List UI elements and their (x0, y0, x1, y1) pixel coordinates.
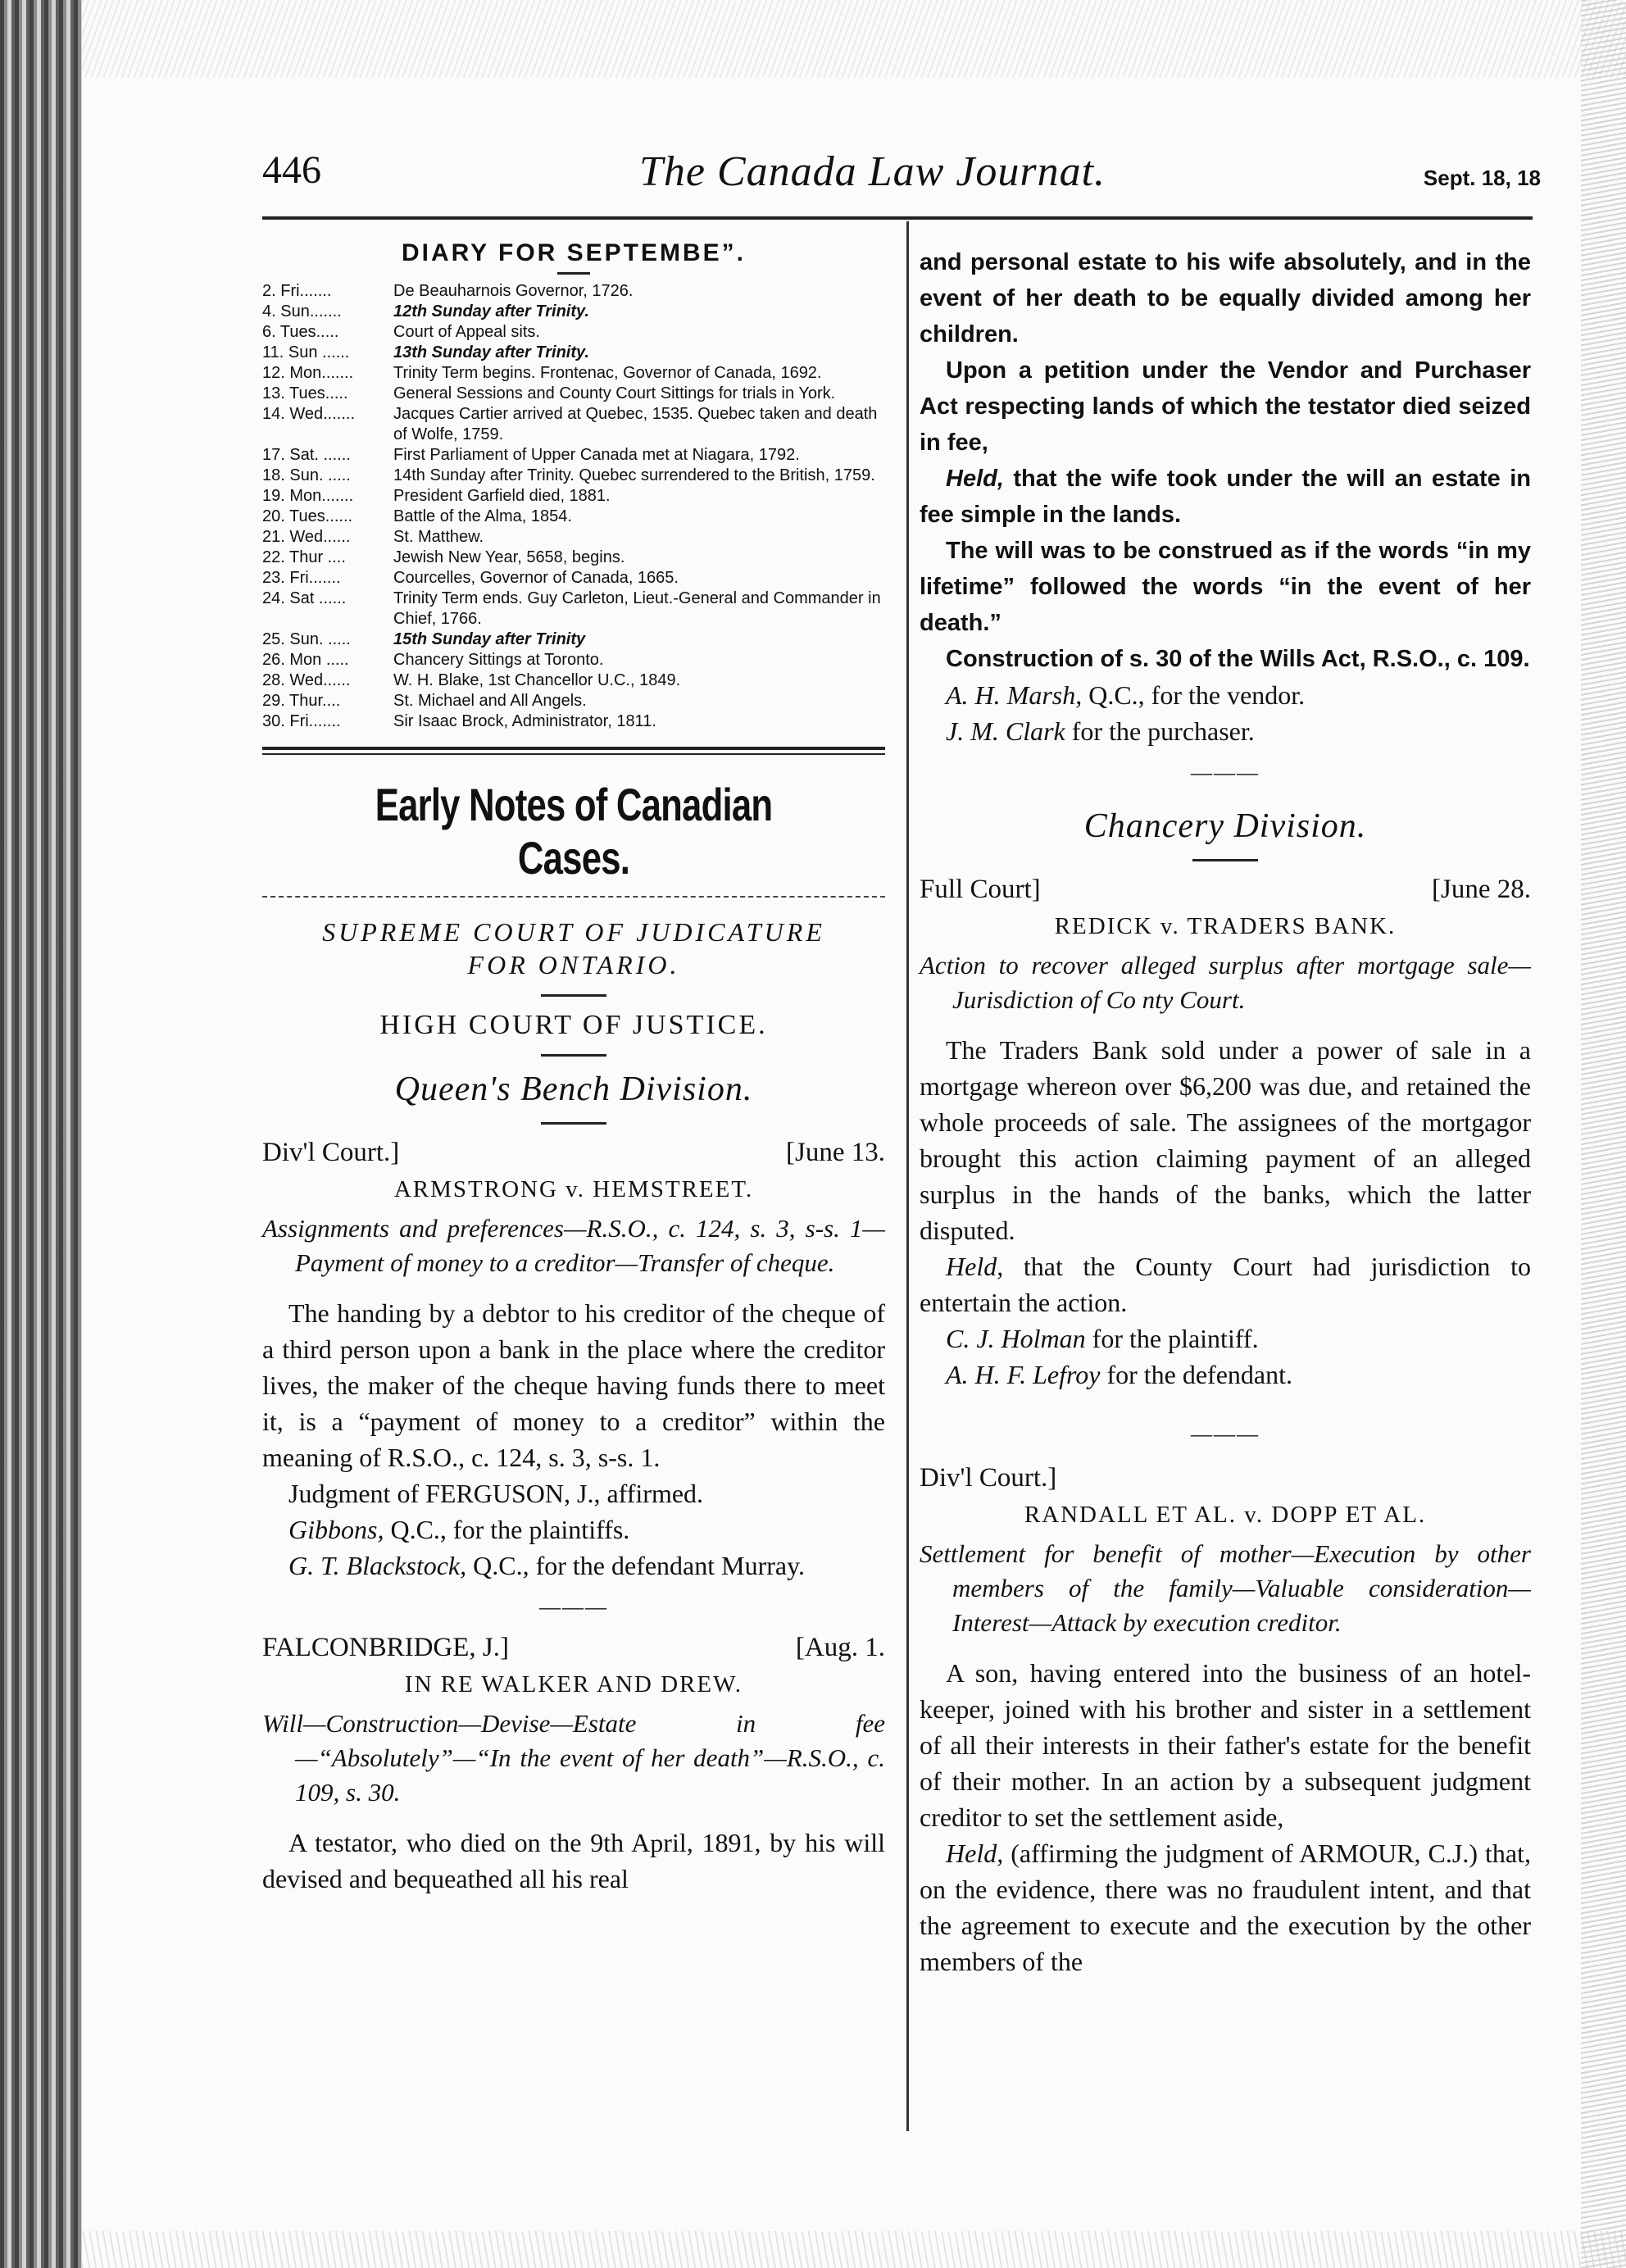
diary-entry (262, 507, 885, 527)
diary-date: 13. Tues..... (262, 384, 348, 402)
diary-event: De Beauharnois Governor, 1726. (393, 282, 634, 300)
diary-bottom-rule (262, 747, 885, 750)
court-rule (541, 994, 606, 997)
diary-event: Court of Appeal sits. (393, 323, 540, 341)
case-name: IN RE WALKER AND DREW. (404, 1671, 743, 1698)
court-name-line2: FOR ONTARIO. (467, 950, 680, 979)
case-name: ARMSTRONG v. HEMSTREET. (393, 1176, 754, 1202)
diary-event: 13th Sunday after Trinity. (393, 343, 589, 361)
diary-event: Jacques Cartier arrived at Quebec, 1535. Quebec taken and death of Wolfe, 1759. (393, 405, 878, 443)
diary-entry (262, 466, 885, 486)
diary-entry (262, 711, 885, 732)
case-name: REDICK v. TRADERS BANK. (1054, 913, 1397, 939)
issue-date: Sept. 18, 18 (1423, 166, 1541, 190)
case-header (920, 1463, 1531, 1493)
case-court: Div'l Court.] (920, 1463, 1057, 1493)
left-column (262, 231, 885, 1897)
held-paragraph (920, 1835, 1531, 1979)
high-court-heading: HIGH COURT OF JUSTICE. (379, 1010, 768, 1040)
case-separator: ——— (1191, 761, 1260, 784)
diary-date: 21. Wed...... (262, 528, 351, 546)
construction-cite: Construction of s. 30 of the Wills Act, R.S.O., c. 109. (946, 646, 1530, 672)
diary-event: St. Matthew. (393, 528, 484, 546)
diary-date: 6. Tues..... (262, 323, 339, 341)
diary-entry (262, 281, 885, 302)
diary-date: 26. Mon ..... (262, 651, 349, 669)
diary-entry (262, 322, 885, 343)
diary-event: 12th Sunday after Trinity. (393, 302, 589, 320)
diary-date: 28. Wed...... (262, 671, 351, 689)
case-date: [Aug. 1. (795, 1633, 885, 1662)
counsel-role: Q.C., for the vendor. (1082, 680, 1306, 710)
diary-date: 4. Sun....... (262, 302, 342, 320)
diary-date: 12. Mon....... (262, 364, 354, 382)
case-catchwords: Will—Construction—Devise—Estate in fee—“Absolutely”—“In the event of her death”—R.S.O., c. 109, s. 30. (262, 1709, 885, 1807)
diary-date: 25. Sun. ..... (262, 630, 351, 648)
diary-event: General Sessions and County Court Sittings for trials in York. (393, 384, 836, 402)
diary-event: 15th Sunday after Trinity (393, 630, 586, 648)
diary-entry (262, 527, 885, 548)
diary-date: 11. Sun ...... (262, 343, 350, 361)
diary-title: DIARY FOR SEPTEMBE”. (401, 239, 747, 266)
diary-event: First Parliament of Upper Canada met at Niagara, 1792. (393, 446, 800, 464)
diary-entry (262, 548, 885, 568)
section-title: Early Notes of Canadian Cases. (375, 779, 773, 884)
diary-entry (262, 691, 885, 711)
diary-event: President Garfield died, 1881. (393, 487, 611, 505)
held-label: Held, (946, 1838, 1004, 1868)
diary-entry (262, 629, 885, 650)
journal-title: The Canada Law Journat. (639, 148, 1106, 195)
case-body: The Traders Bank sold under a power of sale in a mortgage whereon over $6,200 was due, and retained the whole proceeds of sale. The assignees of the mortgagor brought this action claiming payment of an alleged surplus in the hands of the banks, which the latter disputed. (920, 1035, 1531, 1245)
counsel-role: for the defendant. (1100, 1360, 1292, 1389)
case-court: Full Court] (920, 875, 1041, 904)
scan-noise-right (1581, 0, 1626, 2268)
case-date: [June 28. (1432, 875, 1531, 904)
case-court: FALCONBRIDGE, J.] (262, 1633, 509, 1662)
diary-date: 20. Tues...... (262, 507, 353, 525)
diary-bottom-rule-thin (262, 753, 885, 755)
case-catchwords: Assignments and preferences—R.S.O., c. 124, s. 3, s-s. 1—Payment of money to a creditor—Transfer of cheque. (262, 1214, 885, 1277)
diary-entry (262, 670, 885, 691)
counsel-line (262, 1511, 885, 1548)
counsel-line (920, 1320, 1531, 1357)
construction-note: The will was to be construed as if the words “in my lifetime” followed the words “in the event of her death.” (920, 538, 1531, 636)
diary-event: W. H. Blake, 1st Chancellor U.C., 1849. (393, 671, 681, 689)
column-divider (906, 221, 909, 2131)
diary-event: 14th Sunday after Trinity. Quebec surrendered to the British, 1759. (393, 466, 875, 484)
counsel-name: C. J. Holman (946, 1324, 1086, 1353)
division-rule (1192, 859, 1258, 861)
diary-date: 2. Fri....... (262, 282, 332, 300)
diary-entry (262, 486, 885, 507)
court-name-line1: SUPREME COURT OF JUDICATURE (322, 917, 825, 947)
page-number: 446 (262, 148, 321, 192)
case-header (920, 875, 1531, 905)
diary-event: Sir Isaac Brock, Administrator, 1811. (393, 712, 656, 730)
held-paragraph (920, 461, 1531, 533)
diary-event: Battle of the Alma, 1854. (393, 507, 572, 525)
counsel-name: Gibbons, (288, 1515, 384, 1544)
binding-shadow (0, 0, 82, 2268)
held-label: Held, (946, 1252, 1004, 1281)
diary-event: Jewish New Year, 5658, begins. (393, 548, 625, 566)
diary-event: Trinity Term begins. Frontenac, Governor of Canada, 1692. (393, 364, 822, 382)
case-date: [June 13. (786, 1138, 885, 1167)
counsel-name: G. T. Blackstock, (288, 1551, 467, 1580)
division-rule (541, 1122, 606, 1125)
diary-entry (262, 568, 885, 589)
diary-date: 24. Sat ...... (262, 589, 347, 607)
counsel-name: J. M. Clark (946, 716, 1065, 746)
division-heading: Chancery Division. (1083, 807, 1367, 845)
case-court: Div'l Court.] (262, 1138, 400, 1167)
case-body: A testator, who died on the 9th April, 1891, by his will devised and bequeathed all his real (262, 1828, 885, 1893)
diary-event: Courcelles, Governor of Canada, 1665. (393, 569, 679, 587)
diary-date: 22. Thur .... (262, 548, 346, 566)
held-paragraph (920, 1248, 1531, 1320)
counsel-role: Q.C., for the plaintiffs. (384, 1515, 630, 1544)
diary-date: 17. Sat. ...... (262, 446, 351, 464)
diary-list (262, 281, 885, 732)
diary-date: 29. Thur.... (262, 692, 341, 710)
case-header (262, 1138, 885, 1168)
diary-date: 18. Sun. ..... (262, 466, 351, 484)
diary-entry (262, 589, 885, 629)
diary-entry (262, 343, 885, 363)
counsel-role: for the plaintiff. (1085, 1324, 1259, 1353)
diary-event: Trinity Term ends. Guy Carleton, Lieut.-General and Commander in Chief, 1766. (393, 589, 881, 628)
high-court-rule (541, 1054, 606, 1057)
case-separator: ——— (539, 1595, 608, 1619)
right-column (920, 244, 1531, 1979)
diary-date: 23. Fri....... (262, 569, 341, 587)
diary-entry (262, 404, 885, 445)
case-catchwords: Settlement for benefit of mother—Execution by other members of the family—Valuable consideration—Interest—Attack by execution creditor. (920, 1539, 1531, 1637)
division-heading: Queen's Bench Division. (394, 1070, 753, 1108)
diary-entry (262, 650, 885, 670)
counsel-line (920, 713, 1531, 749)
diary-date: 30. Fri....... (262, 712, 341, 730)
petition-text: Upon a petition under the Vendor and Purchaser Act respecting lands of which the testator died seized in fee, (920, 357, 1531, 456)
diary-event: Chancery Sittings at Toronto. (393, 651, 604, 669)
case-judgment: Judgment of FERGUSON, J., affirmed. (288, 1479, 704, 1508)
scan-noise-bottom (82, 2231, 1626, 2268)
held-label: Held, (946, 466, 1004, 492)
diary-date: 19. Mon....... (262, 487, 354, 505)
counsel-role: Q.C., for the defendant Murray. (466, 1551, 806, 1580)
counsel-line (920, 1357, 1531, 1393)
diary-entry (262, 363, 885, 384)
diary-date: 14. Wed....... (262, 405, 356, 423)
held-text: that the wife took under the will an estate in fee simple in the lands. (920, 466, 1531, 528)
diary-entry (262, 384, 885, 404)
diary-entry (262, 302, 885, 322)
case-catchwords: Action to recover alleged surplus after mortgage sale—Jurisdiction of Co nty Court. (920, 951, 1531, 1014)
held-text: that the County Court had jurisdiction to entertain the action. (920, 1252, 1531, 1317)
counsel-name: A. H. F. Lefroy (946, 1360, 1101, 1389)
diary-title-rule (557, 272, 590, 275)
scan-noise-top (82, 0, 1626, 78)
counsel-name: A. H. Marsh, (946, 680, 1083, 710)
counsel-role: for the purchaser. (1065, 716, 1255, 746)
page-header (262, 148, 1541, 205)
case-body: The handing by a debtor to his creditor of the cheque of a third person upon a bank in the place where the creditor lives, the maker of the cheque having funds there to meet it, is a “payment of money to a creditor” within the meaning of R.S.O., c. 124, s. 3, s-s. 1. (262, 1298, 885, 1472)
case-header (262, 1633, 885, 1663)
diary-event: St. Michael and All Angels. (393, 692, 587, 710)
counsel-line (920, 677, 1531, 713)
case-body: A son, having entered into the business of an hotel-keeper, joined with his brother and sister in a settlement of all their interests in their father's estate for the benefit of their mother. In an action by a subsequent judgment creditor to set the settlement aside, (920, 1658, 1531, 1832)
case-name: RANDALL ET AL. v. DOPP ET AL. (1024, 1502, 1427, 1528)
diary-entry (262, 445, 885, 466)
case-separator: ——— (1191, 1422, 1260, 1446)
header-rule (262, 216, 1533, 220)
continued-text: and personal estate to his wife absolutely, and in the event of her death to be equally divided among her children. (920, 249, 1531, 348)
held-text: (affirming the judgment of ARMOUR, C.J.) that, on the evidence, there was no fraudulent intent, and that the agreement to execute and the execution by the other members of the (920, 1838, 1531, 1976)
section-dashed-rule (262, 896, 885, 898)
counsel-line (262, 1548, 885, 1584)
